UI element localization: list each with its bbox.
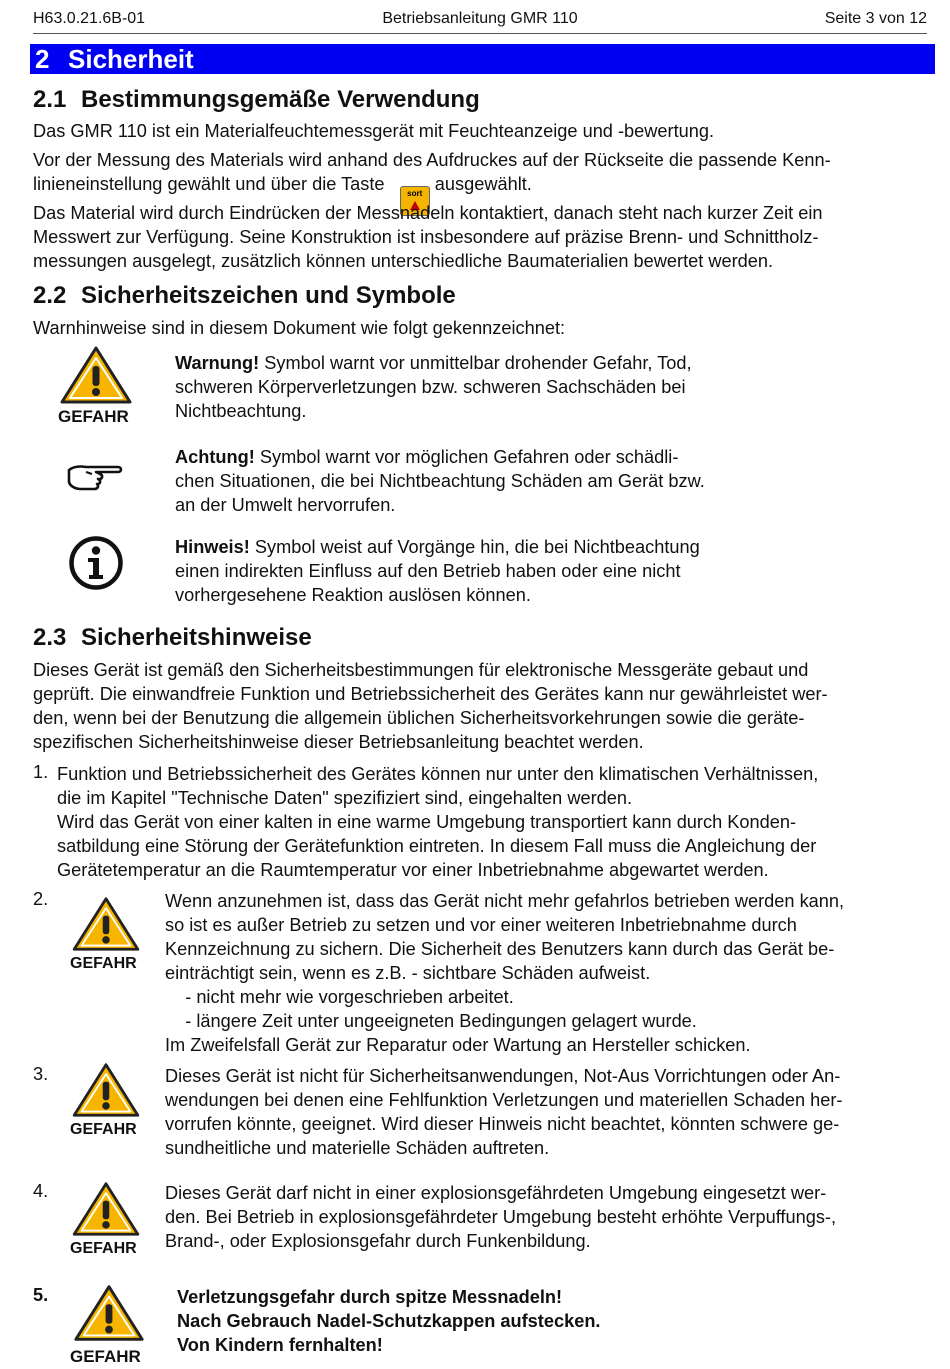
text-line: wendungen bei denen eine Fehlfunktion Verletzungen und materiellen Schaden her- — [165, 1090, 843, 1110]
chapter-title: Sicherheit — [68, 44, 194, 74]
text-fragment: Symbol warnt vor möglichen Gefahren oder schädli- — [254, 447, 679, 467]
text-line: Vor der Messung des Materials wird anhand des Aufdruckes auf der Rückseite die passende Kenn- — [33, 150, 831, 170]
paragraph — [33, 316, 933, 340]
sort-key-label: sort — [407, 189, 423, 198]
list-item — [177, 1285, 600, 1357]
page-number: Seite 3 von 12 — [824, 10, 927, 27]
text-line: Nach Gebrauch Nadel-Schutzkappen aufstecken. — [177, 1311, 601, 1331]
text-line: Nichtbeachtung. — [175, 401, 307, 421]
info-icon — [68, 535, 124, 591]
chapter-heading — [30, 44, 935, 74]
warning-gefahr-icon — [70, 1282, 148, 1366]
chapter-number: 2 — [35, 44, 50, 74]
text-line: messungen ausgelegt, zusätzlich können unterschiedliche Baumaterialien bewertet werden. — [33, 251, 774, 271]
text-line: Wenn anzunehmen ist, dass das Gerät nicht mehr gefahrlos betrieben werden kann, — [165, 891, 845, 911]
list-item-number: 1. — [33, 762, 49, 782]
text-line: Wird das Gerät von einer kalten in eine warme Umgebung transportiert kann durch Konden- — [57, 812, 797, 832]
text-line — [175, 445, 795, 469]
achtung-label: Achtung! — [175, 447, 255, 467]
gefahr-label: GEFAHR — [70, 1240, 137, 1257]
section-number: 2.3 — [33, 624, 67, 651]
section-heading-2-3 — [33, 624, 312, 652]
warning-gefahr-icon — [68, 1180, 144, 1260]
text-line: Von Kindern fernhalten! — [177, 1335, 383, 1355]
paragraph — [33, 119, 933, 143]
gefahr-label: GEFAHR — [70, 1121, 137, 1138]
text-line: Messwert zur Verfügung. Seine Konstruktion ist insbesondere auf präzise Brenn- und Schnittholz- — [33, 227, 819, 247]
text-line: Das GMR 110 ist ein Materialfeuchtemessgerät mit Feuchteanzeige und -bewertung. — [33, 121, 715, 141]
text-line: spezifischen Sicherheitshinweise dieser Betriebsanleitung beachtet werden. — [33, 732, 644, 752]
section-title: Sicherheitshinweise — [81, 624, 312, 651]
section-number: 2.1 — [33, 86, 67, 113]
text-line: Im Zweifelsfall Gerät zur Reparatur oder Wartung an Hersteller schicken. — [165, 1035, 751, 1055]
text-line: sundheitliche und materielle Schäden auftreten. — [165, 1138, 550, 1158]
text-line: vorrufen könnte, geeignet. Wird dieser Hinweis nicht beachtet, könnten schwere ge- — [165, 1114, 840, 1134]
text-line: den, wenn bei der Benutzung die allgemein üblichen Sicherheitsvorkehrungen sowie die geräte- — [33, 708, 805, 728]
text-line — [175, 351, 795, 375]
text-line: vorhergesehene Reaktion auslösen können. — [175, 585, 531, 605]
text-fragment: Symbol weist auf Vorgänge hin, die bei Nichtbeachtung — [249, 537, 700, 557]
doc-id: H63.0.21.6B-01 — [33, 10, 146, 27]
text-line: Das Material wird durch Eindrücken der Messnadeln kontaktiert, danach steht nach kurzer Zeit ein — [33, 203, 823, 223]
list-item-number: 3. — [33, 1064, 49, 1084]
text-fragment: linieneinstellung gewählt und über die Taste — [33, 174, 385, 194]
gefahr-label: GEFAHR — [70, 1347, 141, 1366]
text-line: schweren Körperverletzungen bzw. schweren Sachschäden bei — [175, 377, 686, 397]
achtung-description — [175, 445, 795, 517]
text-line: geprüft. Die einwandfreie Funktion und Betriebssicherheit des Gerätes kann nur gewährleistet wer- — [33, 684, 828, 704]
hinweis-description — [175, 535, 795, 607]
paragraph — [33, 658, 933, 754]
doc-title: Betriebsanleitung GMR 110 — [382, 10, 578, 27]
gefahr-label: GEFAHR — [70, 955, 137, 972]
list-item-number: 5. — [33, 1285, 49, 1305]
list-item-number: 4. — [33, 1181, 49, 1201]
list-item — [165, 1181, 836, 1253]
text-line: Warnhinweise sind in diesem Dokument wie folgt gekennzeichnet: — [33, 318, 566, 338]
text-line: einen indirekten Einfluss auf den Betrieb haben oder eine nicht — [175, 561, 681, 581]
text-line: Dieses Gerät darf nicht in einer explosionsgefährdeten Umgebung eingesetzt wer- — [165, 1183, 827, 1203]
text-line: Dieses Gerät ist gemäß den Sicherheitsbestimmungen für elektronische Messgeräte gebaut und — [33, 660, 809, 680]
list-item-number: 2. — [33, 889, 49, 909]
text-line: an der Umwelt hervorrufen. — [175, 495, 396, 515]
text-line: so ist es außer Betrieb zu setzen und vor einer weiteren Inbetriebnahme durch — [165, 915, 797, 935]
list-item — [57, 762, 818, 882]
text-line: Dieses Gerät ist nicht für Sicherheitsanwendungen, Not-Aus Vorrichtungen oder An- — [165, 1066, 841, 1086]
pointing-hand-icon — [66, 460, 124, 496]
section-title: Sicherheitszeichen und Symbole — [81, 282, 456, 309]
text-line: satbildung eine Störung der Gerätefunktion eintreten. In diesem Fall muss die Angleichung der — [57, 836, 817, 856]
text-line: Gerätetemperatur an die Raumtemperatur vor einer Inbetriebnahme abgewartet werden. — [57, 860, 769, 880]
section-title: Bestimmungsgemäße Verwendung — [81, 86, 480, 113]
text-line: einträchtigt sein, wenn es z.B. - sichtbare Schäden aufweist. — [165, 963, 651, 983]
paragraph — [33, 201, 933, 273]
section-heading-2-1 — [33, 86, 480, 114]
list-item — [165, 889, 844, 1057]
warning-gefahr-icon — [68, 1061, 144, 1141]
text-line: - nicht mehr wie vorgeschrieben arbeitet. — [165, 987, 514, 1007]
warning-gefahr-icon — [56, 344, 136, 428]
text-line — [175, 535, 795, 559]
text-line: - längere Zeit unter ungeeigneten Bedingungen gelagert wurde. — [165, 1011, 697, 1031]
text-fragment: ausgewählt. — [434, 174, 532, 194]
text-line: den. Bei Betrieb in explosionsgefährdeter Umgebung besteht erhöhte Verpuffungs-, — [165, 1207, 837, 1227]
section-heading-2-2 — [33, 282, 456, 310]
text-line: Kennzeichnung zu sichern. Die Sicherheit des Benutzers kann durch das Gerät be- — [165, 939, 835, 959]
list-item — [165, 1064, 842, 1160]
text-line: chen Situationen, die bei Nichtbeachtung Schäden am Gerät bzw. — [175, 471, 705, 491]
warnung-description — [175, 351, 795, 423]
text-line: die im Kapitel "Technische Daten" spezifiziert sind, eingehalten werden. — [57, 788, 633, 808]
header-divider — [33, 33, 927, 34]
page-header — [33, 6, 927, 32]
gefahr-label: GEFAHR — [58, 407, 129, 426]
section-number: 2.2 — [33, 282, 67, 309]
text-line: Funktion und Betriebssicherheit des Gerätes können nur unter den klimatischen Verhältnissen, — [57, 764, 819, 784]
text-fragment: Symbol warnt vor unmittelbar drohender Gefahr, Tod, — [259, 353, 692, 373]
warnung-label: Warnung! — [175, 353, 260, 373]
text-line: Brand-, oder Explosionsgefahr durch Funkenbildung. — [165, 1231, 591, 1251]
hinweis-label: Hinweis! — [175, 537, 250, 557]
text-line: Verletzungsgefahr durch spitze Messnadeln! — [177, 1287, 563, 1307]
warning-gefahr-icon — [68, 895, 144, 975]
